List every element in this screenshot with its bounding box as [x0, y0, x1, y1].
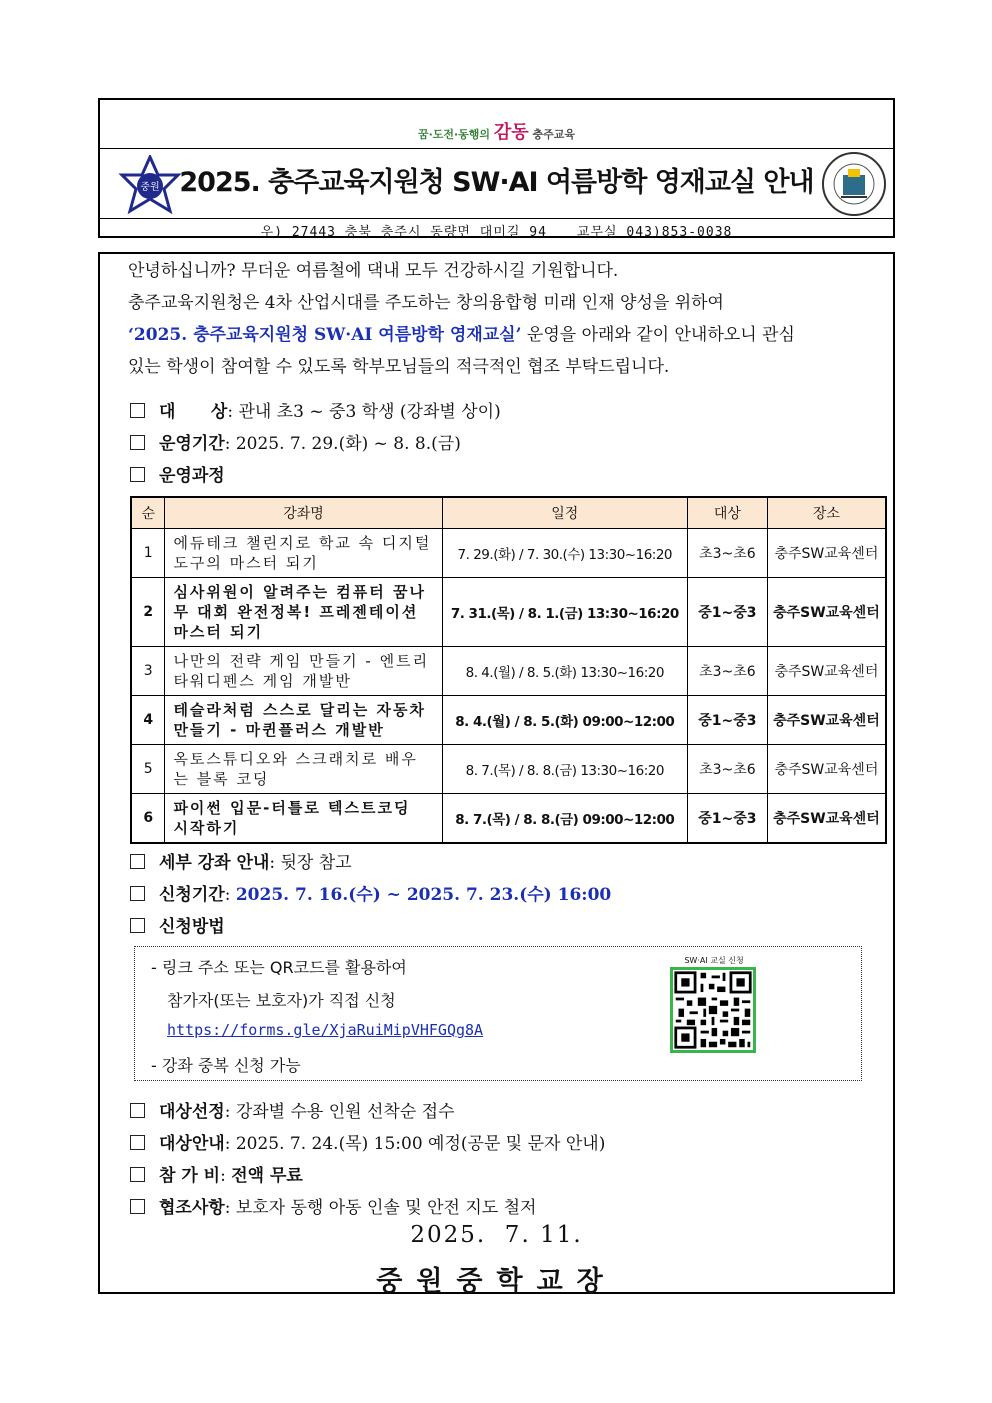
education-office-emblem-icon [821, 151, 887, 217]
announcement-body [98, 252, 895, 1297]
item-detail: 세부 강좌 안내: 뒷장 참고 [130, 848, 352, 873]
table-row: 6 파이썬 입문-터틀로 텍스트코딩 시작하기 8. 7.(목) / 8. 8.(금) 09:00~12:00 중1~중3 충주SW교육센터 [131, 794, 886, 844]
intro-line-1: 안녕하십니까? 무더운 여름철에 댁내 모두 건강하시길 기원합니다. [128, 261, 619, 281]
checkbox-icon [130, 854, 145, 869]
intro-line-4: 있는 학생이 참여할 수 있도록 학부모님들의 적극적인 협조 부탁드립니다. [128, 357, 670, 377]
qr-label: SW·AI 교실 신청 [684, 956, 744, 965]
checkbox-icon [130, 918, 145, 933]
table-row: 3 나만의 전략 게임 만들기 - 엔트리 타워디펜스 게임 개발반 8. 4.(월) / 8. 5.(화) 13:30~16:20 초3~초6 충주SW교육센터 [131, 647, 886, 696]
letterhead [98, 98, 895, 238]
checkbox-icon [130, 467, 145, 482]
item-target: 대 상: 관내 초3 ~ 중3 학생 (강좌별 상이) [130, 397, 501, 422]
checkbox-icon [130, 1103, 145, 1118]
item-apply-period: 신청기간: 2025. 7. 16.(수) ~ 2025. 7. 23.(수) 16:00 [130, 880, 611, 905]
document-date: 2025. 7. 11. [410, 1222, 583, 1248]
apply-method-box: - 링크 주소 또는 QR코드를 활용하여 참가자(또는 보호자)가 직접 신청 https://forms.gle/XjaRuiMipVHFGQg8A - 강좌 중복 신청 가능 SW·AI 교실 신청 [134, 946, 862, 1081]
checkbox-icon [130, 1135, 145, 1150]
school-address: 우) 27443 충북 충주시 동량면 대미길 94 교무실 043)853-0038 [260, 225, 733, 240]
item-course: 운영과정 [130, 461, 225, 486]
table-header-row: 순 강좌명 일정 대상 장소 [131, 497, 886, 529]
course-table [130, 496, 887, 844]
svg-text:중원: 중원 [140, 182, 160, 193]
checkbox-icon [130, 1199, 145, 1214]
intro-line-3: ‘2025. 충주교육지원청 SW·AI 여름방학 영재교실’ 운영을 아래와 같이 안내하오니 관심 [128, 325, 795, 345]
table-row: 5 옥토스튜디오와 스크래치로 배우는 블록 코딩 8. 7.(목) / 8. 8.(금) 13:30~16:20 초3~초6 충주SW교육센터 [131, 745, 886, 794]
table-row: 2 심사위원이 알려주는 컴퓨터 꿈나무 대회 완전정복! 프레젠테이션 마스터 되기 7. 31.(목) / 8. 1.(금) 13:30~16:20 중1~중3 충주SW교육센터 [131, 578, 886, 647]
checkbox-icon [130, 1167, 145, 1182]
page-title: 2025. 충주교육지원청 SW·AI 여름방학 영재교실 안내 [179, 167, 814, 198]
item-fee: 참 가 비: 전액 무료 [130, 1161, 303, 1186]
intro-line-2: 충주교육지원청은 4차 산업시대를 주도하는 창의융합형 미래 인재 양성을 위하여 [128, 293, 724, 313]
item-select: 대상선정: 강좌별 수용 인원 선착순 접수 [130, 1097, 455, 1122]
signer: 중원중학교장 [376, 1266, 617, 1297]
item-period: 운영기간: 2025. 7. 29.(화) ~ 8. 8.(금) [130, 429, 461, 454]
qr-code-icon[interactable] [670, 967, 756, 1053]
checkbox-icon [130, 403, 145, 418]
apply-form-link[interactable]: https://forms.gle/XjaRuiMipVHFGQg8A [167, 1021, 484, 1039]
table-row: 1 에듀테크 챌린지로 학교 속 디지털 도구의 마스터 되기 7. 29.(화) / 7. 30.(수) 13:30~16:20 초3~초6 충주SW교육센터 [131, 529, 886, 578]
item-notice: 대상안내: 2025. 7. 24.(목) 15:00 예정(공문 및 문자 안내) [130, 1129, 605, 1154]
slogan: 꿈·도전·동행의 감동 충주교육 [417, 122, 576, 143]
table-row: 4 테슬라처럼 스스로 달리는 자동차 만들기 - 마퀸플러스 개발반 8. 4.(월) / 8. 5.(화) 09:00~12:00 중1~중3 충주SW교육센터 [131, 696, 886, 745]
checkbox-icon [130, 886, 145, 901]
item-apply-method: 신청방법 [130, 912, 225, 937]
checkbox-icon [130, 435, 145, 450]
item-cooperation: 협조사항: 보호자 동행 아동 인솔 및 안전 지도 철저 [130, 1193, 536, 1218]
